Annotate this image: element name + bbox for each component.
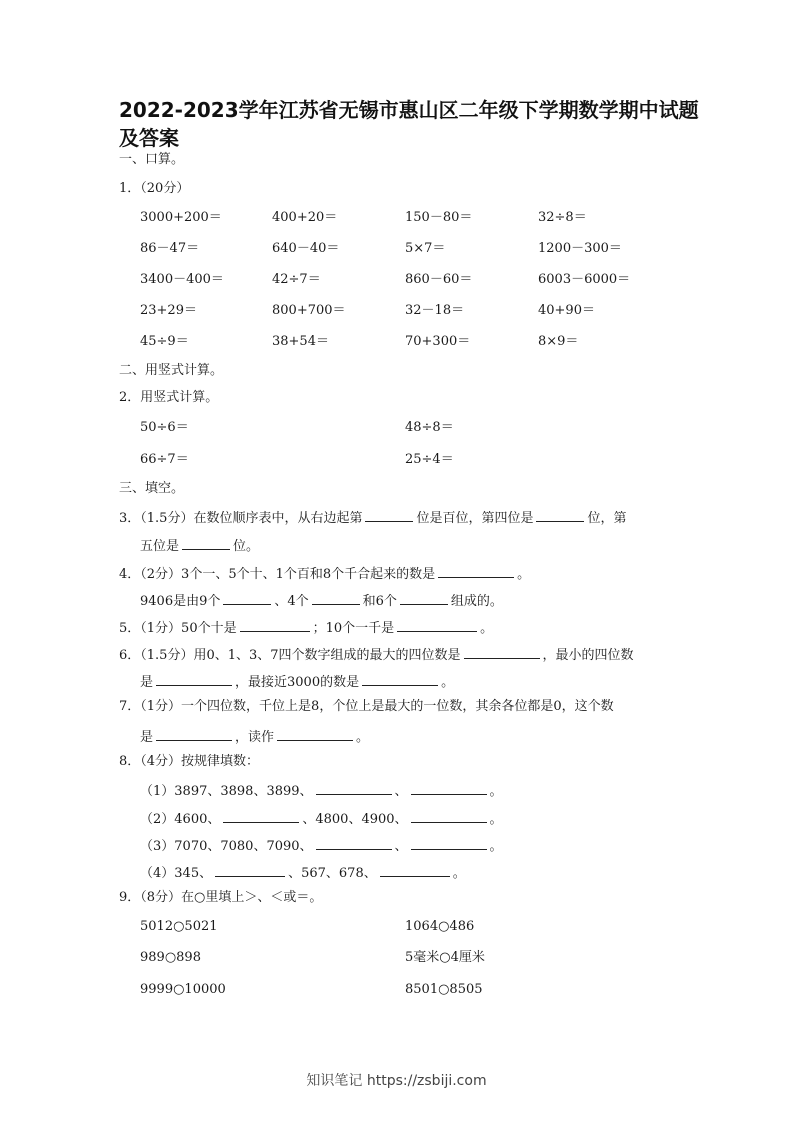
question-8-row-2: （2）4600、 、4800、4900、 。 (140, 808, 503, 829)
oral-item: 1200－300＝ (538, 241, 622, 256)
oral-item: 86－47＝ (140, 241, 200, 256)
oral-item: 640－40＝ (272, 241, 340, 256)
answer-blank (464, 644, 540, 659)
vertical-item: 48÷8＝ (405, 420, 454, 435)
oral-item: 42÷7＝ (272, 272, 321, 287)
answer-blank (400, 590, 448, 605)
compare-item: 1064○486 (405, 919, 475, 934)
compare-item: 8501○8505 (405, 982, 483, 997)
question-4-line-1: 4．（2分）3个一、5个十、1个百和8个千合起来的数是 。 (119, 563, 530, 584)
footer-watermark: 知识笔记 https://zsbiji.com (306, 1073, 487, 1089)
answer-blank (411, 780, 487, 795)
answer-blank (316, 835, 392, 850)
question-4-line-2: 9406是由9个 、4个 和6个 组成的。 (140, 590, 503, 611)
question-8-row-3: （3）7070、7080、7090、 、 。 (140, 835, 503, 856)
answer-blank (411, 808, 487, 823)
answer-blank (223, 590, 271, 605)
answer-blank (397, 617, 477, 632)
oral-item: 800+700＝ (272, 303, 346, 318)
answer-blank (182, 535, 230, 550)
question-9-label: 9．（8分）在○里填上＞、＜或＝。 (119, 890, 323, 905)
question-8-row-1: （1）3897、3898、3899、 、 。 (140, 780, 503, 801)
oral-item: 38+54＝ (272, 334, 329, 349)
oral-item: 6003－6000＝ (538, 272, 631, 287)
section-heading-vertical: 二、用竖式计算。 (119, 363, 224, 378)
oral-item: 860－60＝ (405, 272, 473, 287)
oral-item: 8×9＝ (538, 334, 579, 349)
compare-item: 5012○5021 (140, 919, 218, 934)
compare-item: 9999○10000 (140, 982, 226, 997)
question-3-line-1: 3．（1.5分）在数位顺序表中，从右边起第 位是百位，第四位是 位，第 (119, 507, 626, 528)
oral-item: 32÷8＝ (538, 210, 587, 225)
oral-item: 400+20＝ (272, 210, 338, 225)
answer-blank (215, 862, 285, 877)
question-3-line-2: 五位是 位。 (140, 535, 259, 556)
answer-blank (411, 835, 487, 850)
question-7-line-1: 7．（1分）一个四位数，千位上是8，个位上是最大的一位数，其余各位都是0，这个数 (119, 699, 614, 714)
answer-blank (536, 507, 584, 522)
compare-item: 5毫米○4厘米 (405, 950, 485, 965)
answer-blank (365, 507, 413, 522)
answer-blank (438, 563, 514, 578)
page-title: 2022-2023学年江苏省无锡市惠山区二年级下学期数学期中试题及答案 (119, 98, 699, 150)
oral-item: 70+300＝ (405, 334, 471, 349)
question-6-line-2: 是 ，最接近3000的数是 。 (140, 671, 454, 692)
question-2-label: 2．用竖式计算。 (119, 390, 219, 405)
answer-blank (223, 808, 299, 823)
answer-blank (156, 726, 232, 741)
question-8-label: 8．（4分）按规律填数： (119, 754, 260, 769)
oral-item: 3400－400＝ (140, 272, 224, 287)
oral-item: 150－80＝ (405, 210, 473, 225)
answer-blank (316, 780, 392, 795)
section-heading-oral: 一、口算。 (119, 152, 185, 167)
oral-item: 23+29＝ (140, 303, 197, 318)
answer-blank (312, 590, 360, 605)
question-8-row-4: （4）345、 、567、678、 。 (140, 862, 466, 883)
oral-item: 32－18＝ (405, 303, 465, 318)
answer-blank (240, 617, 310, 632)
oral-item: 40+90＝ (538, 303, 595, 318)
answer-blank (277, 726, 353, 741)
answer-blank (156, 671, 232, 686)
oral-item: 5×7＝ (405, 241, 446, 256)
oral-item: 3000+200＝ (140, 210, 222, 225)
answer-blank (362, 671, 438, 686)
section-heading-fill: 三、填空。 (119, 481, 185, 496)
question-1-label: 1．（20分） (119, 181, 190, 196)
vertical-item: 50÷6＝ (140, 420, 189, 435)
answer-blank (380, 862, 450, 877)
compare-item: 989○898 (140, 950, 201, 965)
oral-item: 45÷9＝ (140, 334, 189, 349)
question-6-line-1: 6．（1.5分）用0、1、3、7四个数字组成的最大的四位数是 ，最小的四位数 (119, 644, 634, 665)
vertical-item: 66÷7＝ (140, 452, 189, 467)
question-5: 5．（1分）50个十是 ；10个一千是 。 (119, 617, 493, 638)
vertical-item: 25÷4＝ (405, 452, 454, 467)
question-7-line-2: 是 ，读作 。 (140, 726, 369, 747)
